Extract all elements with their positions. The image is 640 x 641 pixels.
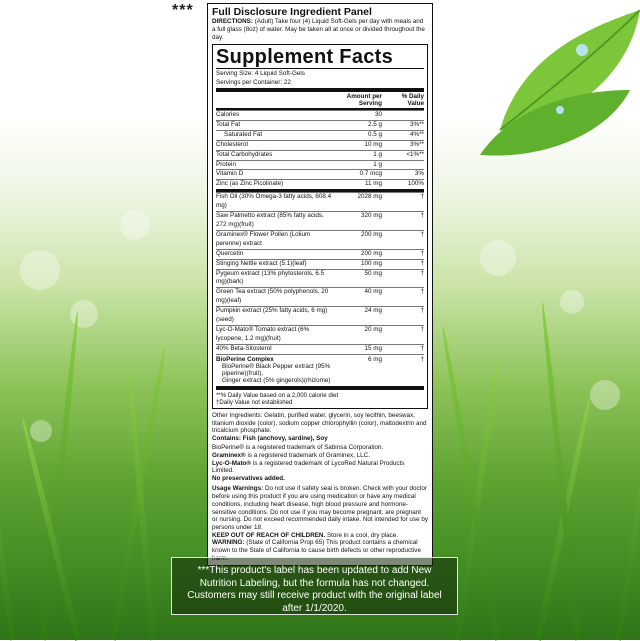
label-update-notice: ***This product's label has been updated to add New Nutrition Labeling, but the formula has not changed. Customers may still receive product with the original label after 1/1/2020. bbox=[171, 557, 458, 615]
table-row bbox=[216, 160, 424, 170]
footnote-dv: **% Daily Value based on a 2,000 calorie diet bbox=[216, 391, 339, 399]
row-dv: † bbox=[420, 325, 424, 333]
usage-warnings-text: Do not use if safety seal is broken. Check with your doctor before using this product if you are using medication or have any medical conditions, including heart disease, high blood pressure and hormone-sensitive conditions. Do not use if you may become pregnant, are pregnant or nursing. Do not exceed recommended daily intake. Not intended for use by persons under 18. bbox=[212, 485, 428, 531]
row-dv: † bbox=[420, 230, 424, 238]
row-name: Pygeum extract (13% phytosterols, 6.5 mg)(bark) bbox=[216, 269, 325, 286]
trademarks bbox=[212, 444, 428, 482]
row-name: Green Tea extract (50% polyphenols, 20 mg)(leaf) bbox=[216, 288, 329, 305]
row-amount: 30 bbox=[374, 111, 382, 118]
row-name: Saw Palmetto extract (85% fatty acids, 272 mg)(fruit) bbox=[216, 212, 324, 228]
usage-warnings-label: Usage Warnings: bbox=[212, 485, 264, 493]
row-name: Cholesterol bbox=[216, 140, 248, 148]
row-dv bbox=[386, 111, 424, 120]
table-row bbox=[216, 269, 424, 288]
table-row bbox=[216, 150, 424, 160]
row-dv: 3%** bbox=[409, 120, 424, 128]
row-amount: 11 mg bbox=[364, 180, 382, 188]
row-dv: 3%** bbox=[409, 140, 424, 148]
tm-bioperine: BioPerine® is a registered trademark of Sabinsa Corporation. bbox=[212, 444, 384, 452]
complex-dv: † bbox=[420, 355, 424, 363]
row-dv: † bbox=[420, 269, 424, 277]
complex-name: BioPerine Complex bbox=[216, 355, 274, 363]
bioperine-complex-row bbox=[216, 354, 424, 384]
table-row bbox=[216, 287, 424, 306]
amount-header: Amount per Serving bbox=[346, 93, 382, 107]
directions-label: DIRECTIONS: bbox=[212, 18, 253, 25]
servings-per-container: Servings per Container: 22 bbox=[216, 78, 291, 86]
row-name: 40% Beta-Sitosterol bbox=[216, 344, 272, 352]
table-row bbox=[216, 169, 424, 179]
table-row bbox=[216, 259, 424, 269]
row-amount: 320 mg bbox=[360, 212, 382, 220]
prop65-label: WARNING: bbox=[212, 539, 245, 547]
row-dv bbox=[386, 161, 424, 170]
serving-size: Serving Size: 4 Liquid Soft-Gels bbox=[216, 70, 305, 77]
ingredient-panel bbox=[207, 3, 433, 566]
table-header bbox=[216, 92, 424, 108]
ingredient-list bbox=[216, 192, 424, 353]
row-dv: 100% bbox=[407, 180, 424, 188]
table-row bbox=[216, 179, 424, 189]
row-amount: 10 mg bbox=[364, 140, 382, 148]
row-amount: 40 mg bbox=[364, 288, 382, 296]
row-dv: <1%** bbox=[406, 150, 424, 158]
row-dv: † bbox=[420, 193, 424, 201]
supplement-facts-heading: Supplement Facts bbox=[216, 46, 424, 69]
row-name: Calories bbox=[216, 111, 240, 118]
row-amount: 1 g bbox=[373, 160, 382, 168]
table-row bbox=[216, 230, 424, 249]
tm-lycomato-label: Lyc-O-Mato® bbox=[212, 459, 252, 467]
row-amount: 1 g bbox=[373, 150, 382, 158]
warnings bbox=[212, 485, 428, 562]
panel-title: Full Disclosure Ingredient Panel bbox=[212, 6, 372, 18]
row-name: Pumpkin extract (25% fatty acids, 6 mg)(seed) bbox=[216, 307, 328, 324]
row-dv: 3% bbox=[414, 170, 424, 178]
row-amount: 20 mg bbox=[364, 325, 382, 333]
table-row bbox=[216, 325, 424, 344]
directions bbox=[212, 18, 428, 42]
row-amount: 15 mg bbox=[364, 344, 382, 352]
table-row bbox=[216, 249, 424, 259]
row-dv: † bbox=[420, 212, 424, 220]
table-row bbox=[216, 306, 424, 325]
complex-line1: BioPerine® Black Pepper extract (95% piperine)(fruit), bbox=[222, 362, 331, 377]
table-row bbox=[216, 130, 424, 140]
row-dv: † bbox=[420, 344, 424, 352]
row-amount: 200 mg bbox=[360, 230, 382, 238]
row-name: Saturated Fat bbox=[224, 130, 263, 138]
prop65-text: (State of California Prop 65) This product contains a chemical known to the State of California to cause birth defects or other reproductive bbox=[212, 539, 421, 555]
row-name: Protein bbox=[216, 160, 236, 168]
row-dv: † bbox=[420, 249, 424, 257]
tm-graminex-label: Graminex® bbox=[212, 452, 246, 460]
other-ingredients-label: Other Ingredients: bbox=[212, 412, 263, 420]
row-amount: 50 mg bbox=[364, 269, 382, 277]
allergen-contains: Contains: Fish (anchovy, sardine), Soy bbox=[212, 434, 328, 442]
leaf-icon bbox=[440, 10, 640, 160]
row-name: Stinging Nettle extract (5:1)(leaf) bbox=[216, 259, 307, 267]
row-name: Zinc (as Zinc Picolinate) bbox=[216, 180, 284, 188]
keep-out-of-reach: KEEP OUT OF REACH OF CHILDREN. bbox=[212, 531, 326, 539]
tm-graminex-text: is a registered trademark of Graminex, LLC. bbox=[247, 452, 370, 460]
row-amount: 2028 mg bbox=[357, 193, 382, 201]
row-dv: † bbox=[420, 259, 424, 267]
nutrient-list bbox=[216, 110, 424, 189]
table-row bbox=[216, 211, 424, 230]
row-amount: 200 mg bbox=[360, 249, 382, 257]
table-row bbox=[216, 110, 424, 120]
row-name: Total Fat bbox=[216, 120, 241, 128]
dv-header: % Daily Value bbox=[401, 93, 424, 107]
row-name: Vitamin D bbox=[216, 170, 244, 178]
row-amount: 0.7 mcg bbox=[359, 170, 382, 178]
complex-line2: Ginger extract (5% gingerols)(rhizome) bbox=[222, 376, 331, 384]
no-preservatives: No preservatives added. bbox=[212, 474, 285, 482]
row-name: Fish Oil (30% Omega-3 fatty acids, 608.4 mg) bbox=[216, 193, 332, 210]
row-dv: † bbox=[420, 307, 424, 315]
row-name: Quercetin bbox=[216, 249, 244, 257]
row-name: Lyc-O-Mato® Tomato extract (6% lycopene, 1.2 mg)(fruit) bbox=[216, 325, 310, 342]
other-ingredients bbox=[212, 412, 428, 442]
other-ingredients-text: Gelatin, purified water, glycerin, soy lecithin, beeswax, titanium dioxide (color), sodium copper chlorophyllin (color), maltodextrin and tricalcium phosphate. bbox=[212, 412, 427, 435]
row-name: Total Carbohydrates bbox=[216, 150, 273, 158]
row-dv: † bbox=[420, 288, 424, 296]
row-amount: 2.5 g bbox=[367, 120, 382, 128]
row-amount: 0.5 g bbox=[367, 130, 382, 138]
row-amount: 100 mg bbox=[360, 259, 382, 267]
table-row bbox=[216, 344, 424, 354]
supplement-facts-box bbox=[212, 44, 428, 409]
complex-amount: 6 mg bbox=[368, 355, 382, 363]
row-dv: 4%** bbox=[409, 130, 424, 138]
footnote-not-established: †Daily Value not established bbox=[216, 398, 293, 406]
table-row bbox=[216, 192, 424, 211]
row-amount: 24 mg bbox=[364, 307, 382, 315]
storage-text: Store in a cool, dry place. bbox=[326, 531, 399, 539]
asterisk-marker: *** bbox=[172, 2, 194, 19]
table-row bbox=[216, 140, 424, 150]
tm-lycomato-text: is a registered trademark of LycoRed Natural Products Limited. bbox=[212, 459, 405, 475]
directions-text: (Adult) Take four (4) Liquid Soft-Gels per day with meals and a full glass (8oz) of water. May be taken all at once or divided throughout the day. bbox=[212, 18, 425, 41]
row-name: Graminex® Flower Pollen (Lolium perenne) extract bbox=[216, 230, 311, 247]
table-row bbox=[216, 120, 424, 130]
